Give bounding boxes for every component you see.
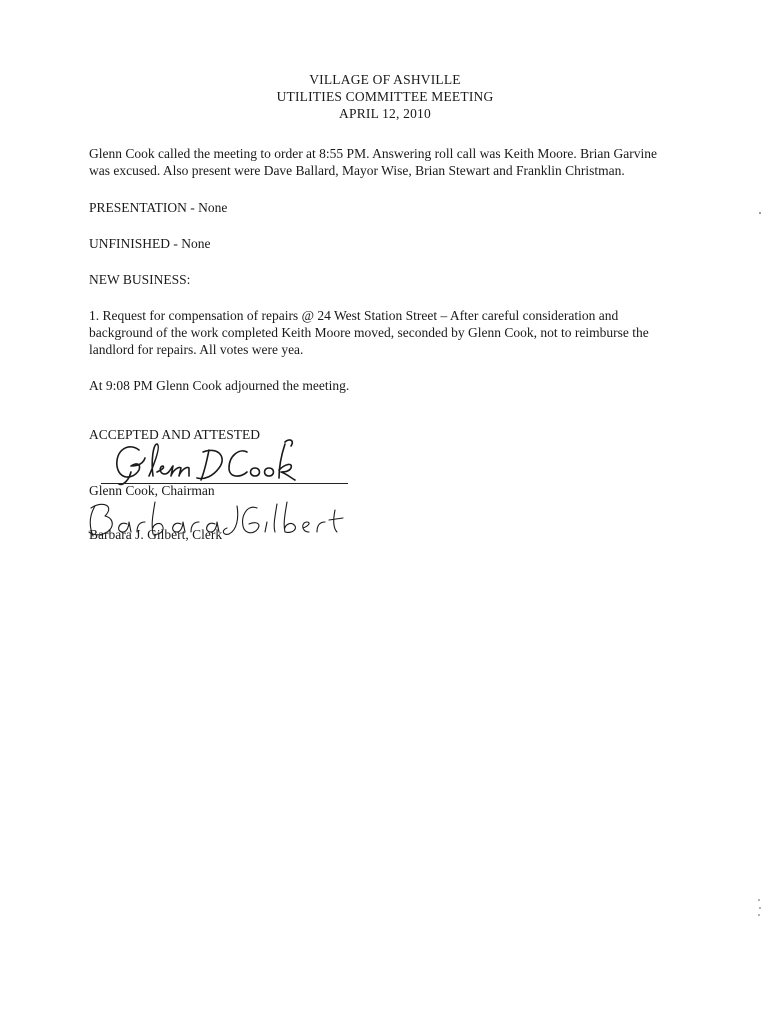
unfinished-line: UNFINISHED - None	[89, 236, 211, 251]
meeting-title: UTILITIES COMMITTEE MEETING	[276, 89, 494, 104]
document-header	[0, 71, 770, 122]
meeting-date: APRIL 12, 2010	[339, 106, 431, 121]
minutes-body	[89, 145, 679, 413]
new-business-heading: NEW BUSINESS:	[89, 272, 191, 287]
signature-block	[89, 426, 389, 542]
new-business-item-1: 1. Request for compensation of repairs @ 24 West Station Street – After careful consideration and background of the work completed Keith Moore moved, seconded by Glenn Cook, not to reimburse the landlord for repairs. All votes were yea.	[89, 308, 649, 357]
roll-call-paragraph: Glenn Cook called the meeting to order at 8:55 PM. Answering roll call was Keith Moore. Brian Garvine was excused. Also present were Dave Ballard, Mayor Wise, Brian Stewart and Franklin Christman.	[89, 146, 657, 178]
clerk-caption: Barbara J. Gilbert, Clerk	[89, 527, 223, 542]
chairman-caption: Glenn Cook, Chairman	[89, 483, 215, 498]
accepted-attested-label: ACCEPTED AND ATTESTED	[89, 427, 261, 442]
village-name: VILLAGE OF ASHVILLE	[309, 72, 461, 87]
scan-specks-icon	[755, 205, 765, 925]
adjournment-line: At 9:08 PM Glenn Cook adjourned the meeting.	[89, 378, 350, 393]
presentation-line: PRESENTATION - None	[89, 200, 228, 215]
